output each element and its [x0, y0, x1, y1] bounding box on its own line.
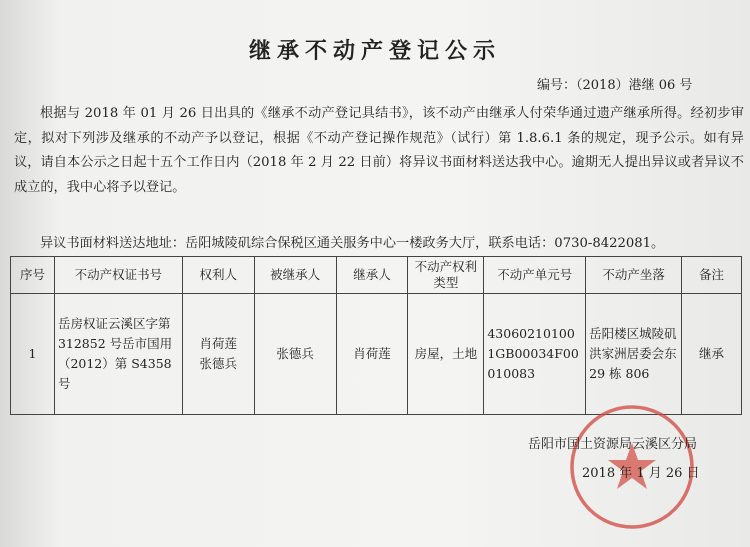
table-row [11, 294, 742, 415]
document-title: 继承不动产登记公示 [248, 38, 501, 64]
notice-paragraph: 根据与 2018 年 01 月 26 日出具的《继承不动产登记具结书》，该不动产由继承人付荣华通过遗产继承所得。经初步审定，拟对下列涉及继承的不动产予以登记，根据《不动产登记操作规范》（试行）第 1.8.6.1 条的规定，现予公示。如有异议，请自本公示之日起十五个工作日内（2018 年 2 月 22 日前）将异议书面材料送达我中心。逾期无人提出异议或者异议不成立的，我中心将予以登记。 [14, 106, 744, 195]
cell-remarks: 继承 [682, 294, 742, 415]
cell-right-holder: 肖荷莲 张德兵 [182, 294, 254, 415]
issue-date: 2018 年 1 月 26 日 [582, 466, 700, 481]
document-number: 编号：（2018）港继 06 号 [537, 78, 693, 93]
cell-index: 1 [11, 294, 55, 415]
header-decedent: 被继承人 [254, 257, 336, 294]
header-right-holder: 权利人 [182, 257, 254, 294]
header-remarks: 备注 [682, 257, 742, 294]
cell-heir: 肖荷莲 [336, 294, 408, 415]
objection-address: 异议书面材料送达地址：岳阳城陵矶综合保税区通关服务中心一楼政务大厅，联系电话：0730-8422081。 [40, 236, 665, 251]
cell-decedent: 张德兵 [254, 294, 336, 415]
header-unit-no: 不动产单元号 [484, 257, 586, 294]
header-index: 序号 [11, 257, 55, 294]
table-header-row [11, 257, 742, 294]
header-location: 不动产坐落 [586, 257, 682, 294]
cell-right-type: 房屋，土地 [408, 294, 484, 415]
property-table [10, 256, 742, 415]
header-heir: 继承人 [336, 257, 408, 294]
cell-unit-no: 430602101001GB00034F00010083 [484, 294, 586, 415]
cell-location: 岳阳楼区城陵矶洪家洲居委会东 29 栋 806 [586, 294, 682, 415]
header-right-type: 不动产权利类型 [408, 257, 484, 294]
header-certificate-no: 不动产权证书号 [54, 257, 182, 294]
cell-certificate-no: 岳房权证云溪区字第 312852 号岳市国用（2012）第 S4358 号 [54, 294, 182, 415]
notice-body [14, 102, 744, 200]
issuing-authority: 岳阳市国土资源局云溪区分局 [528, 437, 698, 452]
